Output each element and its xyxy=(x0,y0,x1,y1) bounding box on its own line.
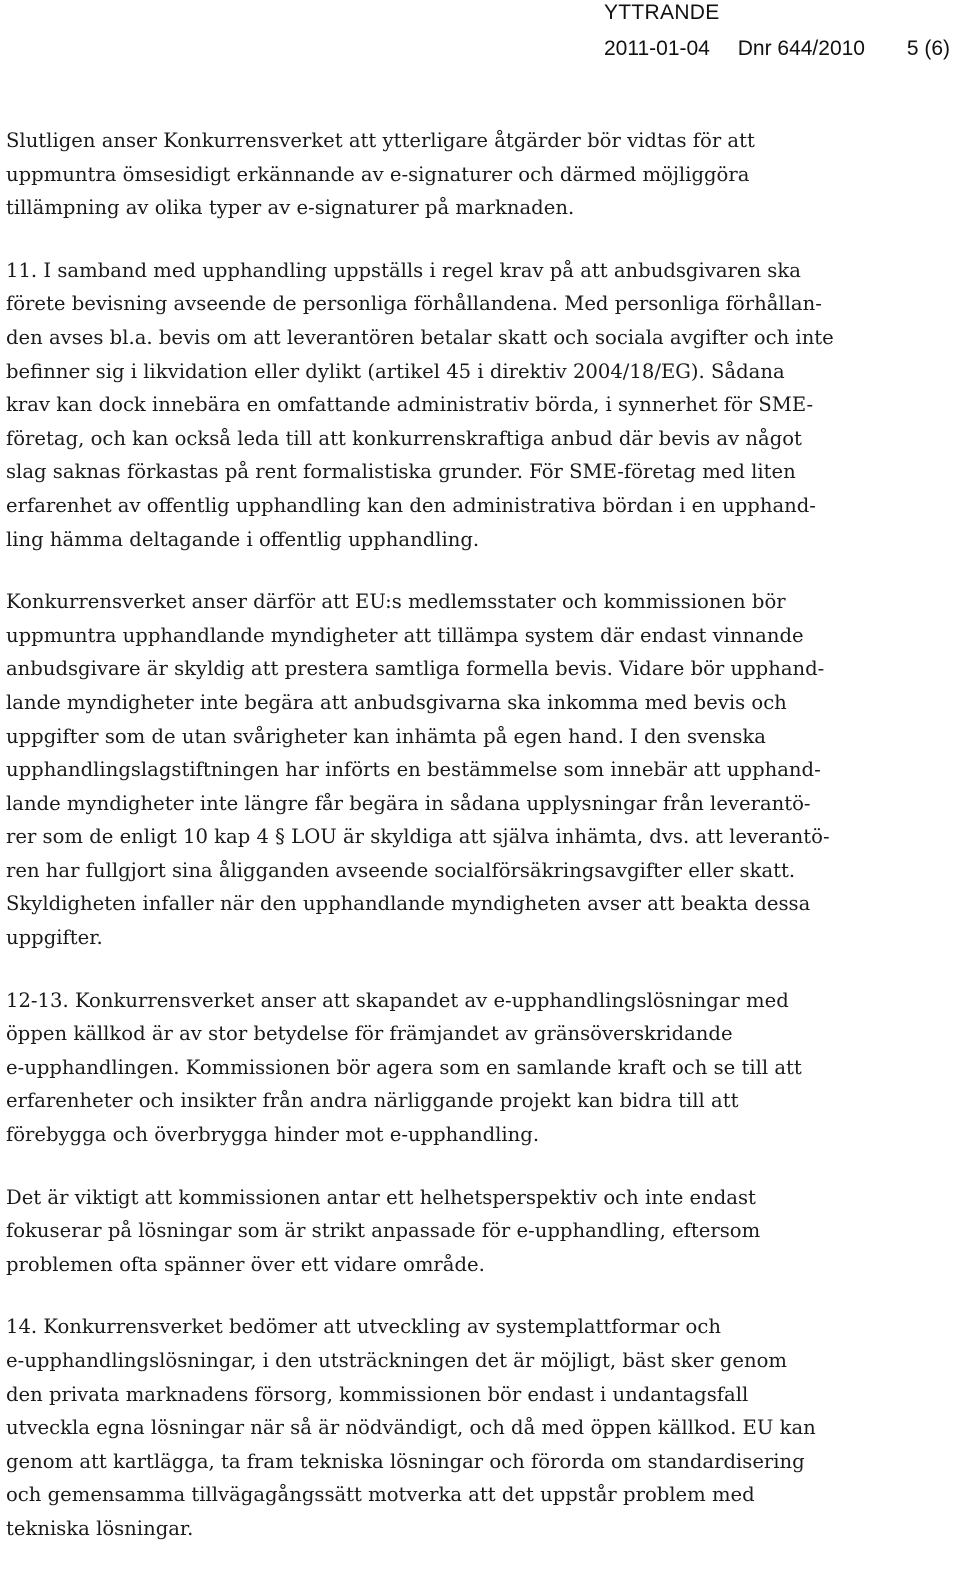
text-line: fokuserar på lösningar som är strikt anpassade för e-upphandling, eftersom xyxy=(6,1219,761,1243)
document-reference-number: Dnr 644/2010 xyxy=(737,37,865,60)
text-line: 11. I samband med upphandling uppställs i regel krav på att anbudsgivaren ska xyxy=(6,258,801,282)
text-line: och gemensamma tillvägagångssätt motverka att det uppstår problem med xyxy=(6,1483,755,1507)
text-line: uppgifter. xyxy=(6,926,103,950)
paragraph xyxy=(6,1181,926,1282)
document-meta xyxy=(604,37,950,61)
text-line: e-upphandlingslösningar, i den utsträckningen det är möjligt, bäst sker genom xyxy=(6,1349,787,1372)
text-line: slag saknas förkastas på rent formalistiska grunder. För SME-företag med liten xyxy=(6,460,796,484)
text-line: 12-13. Konkurrensverket anser att skapandet av e-upphandlingslösningar med xyxy=(6,988,789,1012)
text-line: företag, och kan också leda till att konkurrenskraftiga anbud där bevis av något xyxy=(6,426,802,450)
text-line: lande myndigheter inte begära att anbudsgivarna ska inkomma med bevis och xyxy=(6,690,787,714)
text-line: ren har fullgjort sina åligganden avseende socialförsäkringsavgifter eller skatt. xyxy=(6,858,796,882)
text-line: uppmuntra ömsesidigt erkännande av e-signaturer och därmed möjliggöra xyxy=(6,162,750,186)
text-line: lande myndigheter inte längre får begära in sådana upplysningar från leverantö- xyxy=(6,791,811,815)
text-line: Skyldigheten infaller när den upphandlande myndigheten avser att beakta dessa xyxy=(6,892,811,916)
text-line: krav kan dock innebära en omfattande administrativ börda, i synnerhet för SME- xyxy=(6,393,814,417)
text-line: Det är viktigt att kommissionen antar ett helhetsperspektiv och inte endast xyxy=(6,1185,756,1209)
text-line: uppgifter som de utan svårigheter kan inhämta på egen hand. I den svenska xyxy=(6,724,766,748)
text-line: befinner sig i likvidation eller dylikt (artikel 45 i direktiv 2004/18/EG). Sådana xyxy=(6,359,785,383)
text-line: genom att kartlägga, ta fram tekniska lösningar och förorda om standardisering xyxy=(6,1449,805,1473)
document-date: 2011-01-04 xyxy=(604,37,710,60)
text-line: 14. Konkurrensverket bedömer att utveckling av systemplattformar och xyxy=(6,1315,721,1339)
paragraph xyxy=(6,585,926,955)
text-line: den privata marknadens försorg, kommissionen bör endast i undantagsfall xyxy=(6,1382,749,1406)
text-line: den avses bl.a. bevis om att leverantören betalar skatt och sociala avgifter och inte xyxy=(6,325,834,349)
text-line: ling hämma deltagande i offentlig upphandling. xyxy=(6,527,480,551)
text-line: rer som de enligt 10 kap 4 § LOU är skyldiga att själva inhämta, dvs. att leverantö- xyxy=(6,825,830,849)
text-line: Slutligen anser Konkurrensverket att ytterligare åtgärder bör vidtas för att xyxy=(6,129,755,152)
paragraph xyxy=(6,254,926,556)
text-line: tillämpning av olika typer av e-signaturer på marknaden. xyxy=(6,196,575,220)
text-line: utveckla egna lösningar när så är nödvändigt, och då med öppen källkod. EU kan xyxy=(6,1416,816,1440)
document-body xyxy=(6,124,926,1575)
paragraph xyxy=(6,1310,926,1545)
text-line: anbudsgivare är skyldig att prestera samtliga formella bevis. Vidare bör upphand- xyxy=(6,657,825,681)
text-line: tekniska lösningar. xyxy=(6,1516,194,1540)
document-type: YTTRANDE xyxy=(604,1,720,24)
paragraph xyxy=(6,984,926,1152)
text-line: öppen källkod är av stor betydelse för främjandet av gränsöverskridande xyxy=(6,1022,733,1046)
text-line: e-upphandlingen. Kommissionen bör agera som en samlande kraft och se till att xyxy=(6,1055,802,1079)
text-line: Konkurrensverket anser därför att EU:s medlemsstater och kommissionen bör xyxy=(6,590,786,614)
text-line: upphandlingslagstiftningen har införts en bestämmelse som innebär att upphand- xyxy=(6,758,821,782)
text-line: erfarenhet av offentlig upphandling kan den administrativa bördan i en upphand- xyxy=(6,493,816,517)
paragraph xyxy=(6,124,926,225)
text-line: förebygga och överbrygga hinder mot e-upphandling. xyxy=(6,1123,540,1147)
text-line: förete bevisning avseende de personliga förhållandena. Med personliga förhållan- xyxy=(6,292,822,316)
text-line: problemen ofta spänner över ett vidare område. xyxy=(6,1252,485,1276)
page-number: 5 (6) xyxy=(906,37,951,60)
text-line: erfarenheter och insikter från andra närliggande projekt kan bidra till att xyxy=(6,1089,739,1113)
text-line: uppmuntra upphandlande myndigheter att tillämpa system där endast vinnande xyxy=(6,623,804,647)
page-header xyxy=(0,0,960,70)
